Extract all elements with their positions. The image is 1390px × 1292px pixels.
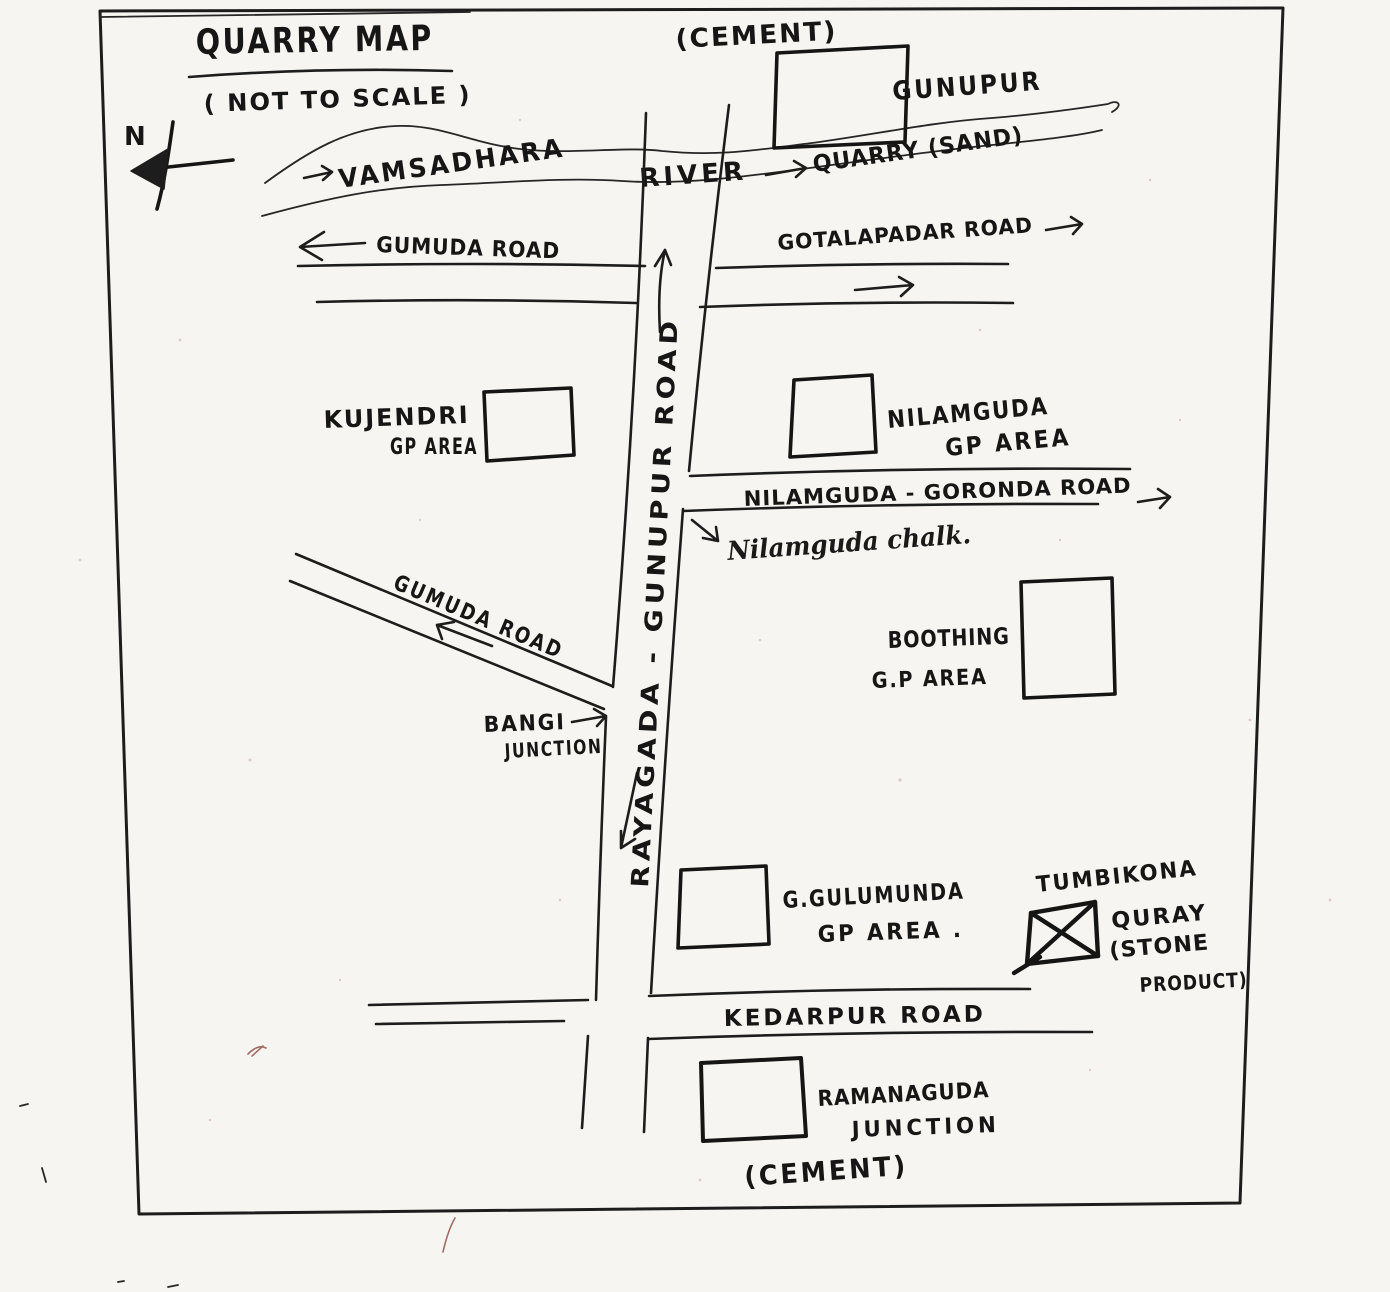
tumbikona-crossed-box-icon — [1014, 902, 1098, 973]
north-arrow — [124, 122, 233, 209]
kujendri-gp-area — [323, 388, 574, 461]
kedarpur-label: KEDARPUR ROAD — [723, 1001, 987, 1032]
tumbikona-label-3: (STONE — [1108, 930, 1210, 964]
stray-check-mark — [248, 1046, 266, 1056]
bangi-pointer-arrow-icon — [572, 709, 606, 726]
boothing-gp-area — [871, 578, 1115, 698]
vertical-road-right-3 — [644, 1038, 648, 1132]
nilamguda-label-2: GP AREA — [944, 421, 1085, 462]
cement-bottom-label: (CEMENT) — [743, 1149, 919, 1193]
road-nilamguda-goronda — [683, 469, 1170, 511]
boothing-label-2: G.P AREA — [871, 664, 1005, 694]
tumbikona-label-1: TUMBIKONA — [1035, 855, 1205, 898]
gotalapadar-label: GOTALAPADAR ROAD — [776, 212, 1042, 255]
nilamguda-chalk-label: Nilamguda chalk. — [726, 519, 986, 567]
kedarpur-right-line-1 — [649, 989, 1030, 996]
tumbikona-label-2: QURAY — [1110, 900, 1207, 934]
kujendri-label-2: GP AREA — [390, 435, 478, 460]
gumuda-west-line-2 — [317, 300, 636, 303]
paper-speckles — [79, 119, 1332, 1182]
nilamguda-goronda-arrow-icon — [1138, 489, 1170, 508]
stray-dash-bottom — [118, 1281, 178, 1287]
title-underline — [189, 70, 452, 77]
north-arrowhead-icon — [131, 149, 168, 189]
bangi-junction-poi — [483, 709, 632, 763]
river-word-label: RIVER — [638, 156, 748, 194]
rayagada-gunupur-label: RAYAGADA - GUNUPUR ROAD — [626, 404, 680, 889]
vertical-road-left-2 — [596, 717, 606, 1000]
nilamguda-chalk-poi — [692, 519, 986, 567]
gunupur-label: GUNUPUR — [891, 65, 1060, 107]
road-gumuda-diagonal — [290, 554, 612, 709]
stray-marks — [20, 1046, 455, 1287]
title-block — [189, 17, 488, 118]
bangi-label-1: BANGI — [483, 709, 573, 738]
kedarpur-left-line-1 — [369, 1000, 588, 1005]
vertical-road-left-3 — [582, 1036, 588, 1128]
ramanaguda-label-1: RAMANAGUDA — [817, 1077, 1008, 1112]
boothing-box — [1021, 578, 1115, 698]
tumbikona-label-4: PRODUCT) — [1139, 966, 1266, 997]
gulumunda-label-1: G.GULUMUNDA — [781, 876, 1001, 914]
cement-top-label: (CEMENT) — [674, 16, 836, 55]
nilamguda-box — [790, 375, 876, 457]
road-gotalapadar — [700, 213, 1082, 307]
nilamguda-label-1: NILAMGUDA — [886, 390, 1071, 434]
stray-scratch-mark — [443, 1218, 455, 1252]
kedarpur-right-line-2 — [648, 1032, 1092, 1039]
nilamguda-goronda-label: NILAMGUDA - GORONDA ROAD — [743, 473, 1131, 511]
river-flow-arrow-right-icon — [766, 161, 806, 177]
river-name-label: VAMSADHARA — [336, 132, 576, 195]
gumuda-west-line-1 — [298, 264, 645, 266]
kedarpur-left-line-2 — [376, 1021, 564, 1024]
gulumunda-label-2: GP AREA . — [817, 916, 975, 948]
gotalapadar-line-2 — [700, 303, 1013, 308]
gotalapadar-line-1 — [716, 264, 1008, 268]
map-title: QUARRY MAP — [195, 17, 488, 63]
chalk-pointer-arrow-icon — [692, 520, 718, 541]
gotalapadar-flow-arrow-icon — [855, 277, 913, 296]
cement-top-box — [774, 46, 908, 148]
gulumunda-box — [678, 866, 769, 948]
quarry-sand-label: QUARRY (SAND) — [811, 121, 1034, 178]
gulumunda-gp-area — [678, 866, 1001, 948]
ramanaguda-junction — [701, 1058, 1008, 1193]
road-kedarpur — [369, 989, 1092, 1039]
ramanaguda-label-2: JUNCTION — [851, 1112, 1006, 1143]
bangi-label-2: JUNCTION — [504, 732, 632, 763]
north-label: N — [124, 122, 146, 152]
nilamguda-gp-area — [790, 375, 1085, 462]
tumbikona-quarry-poi — [1014, 855, 1266, 997]
gotalapadar-label-arrow-icon — [1046, 217, 1082, 234]
kujendri-box — [484, 388, 574, 461]
stray-tick-left — [42, 1168, 46, 1182]
map-subtitle: ( NOT TO SCALE ) — [203, 80, 471, 118]
road-rayagada-gunupur — [582, 105, 729, 1132]
border-double-stroke — [100, 12, 470, 17]
river-flow-arrow-left-icon — [304, 166, 332, 180]
gumuda-diagonal-label: GUMUDA ROAD — [389, 570, 604, 681]
vamsadhara-river — [262, 102, 1119, 216]
kujendri-label-1: KUJENDRI — [323, 400, 471, 434]
gumuda-west-label: GUMUDA ROAD — [375, 233, 577, 265]
ramanaguda-box — [701, 1058, 806, 1141]
gumuda-west-arrow-icon — [300, 232, 365, 260]
boothing-label-1: BOOTHING — [887, 622, 1035, 654]
road-gumuda-west — [298, 232, 645, 303]
stray-dash-left — [20, 1104, 28, 1106]
